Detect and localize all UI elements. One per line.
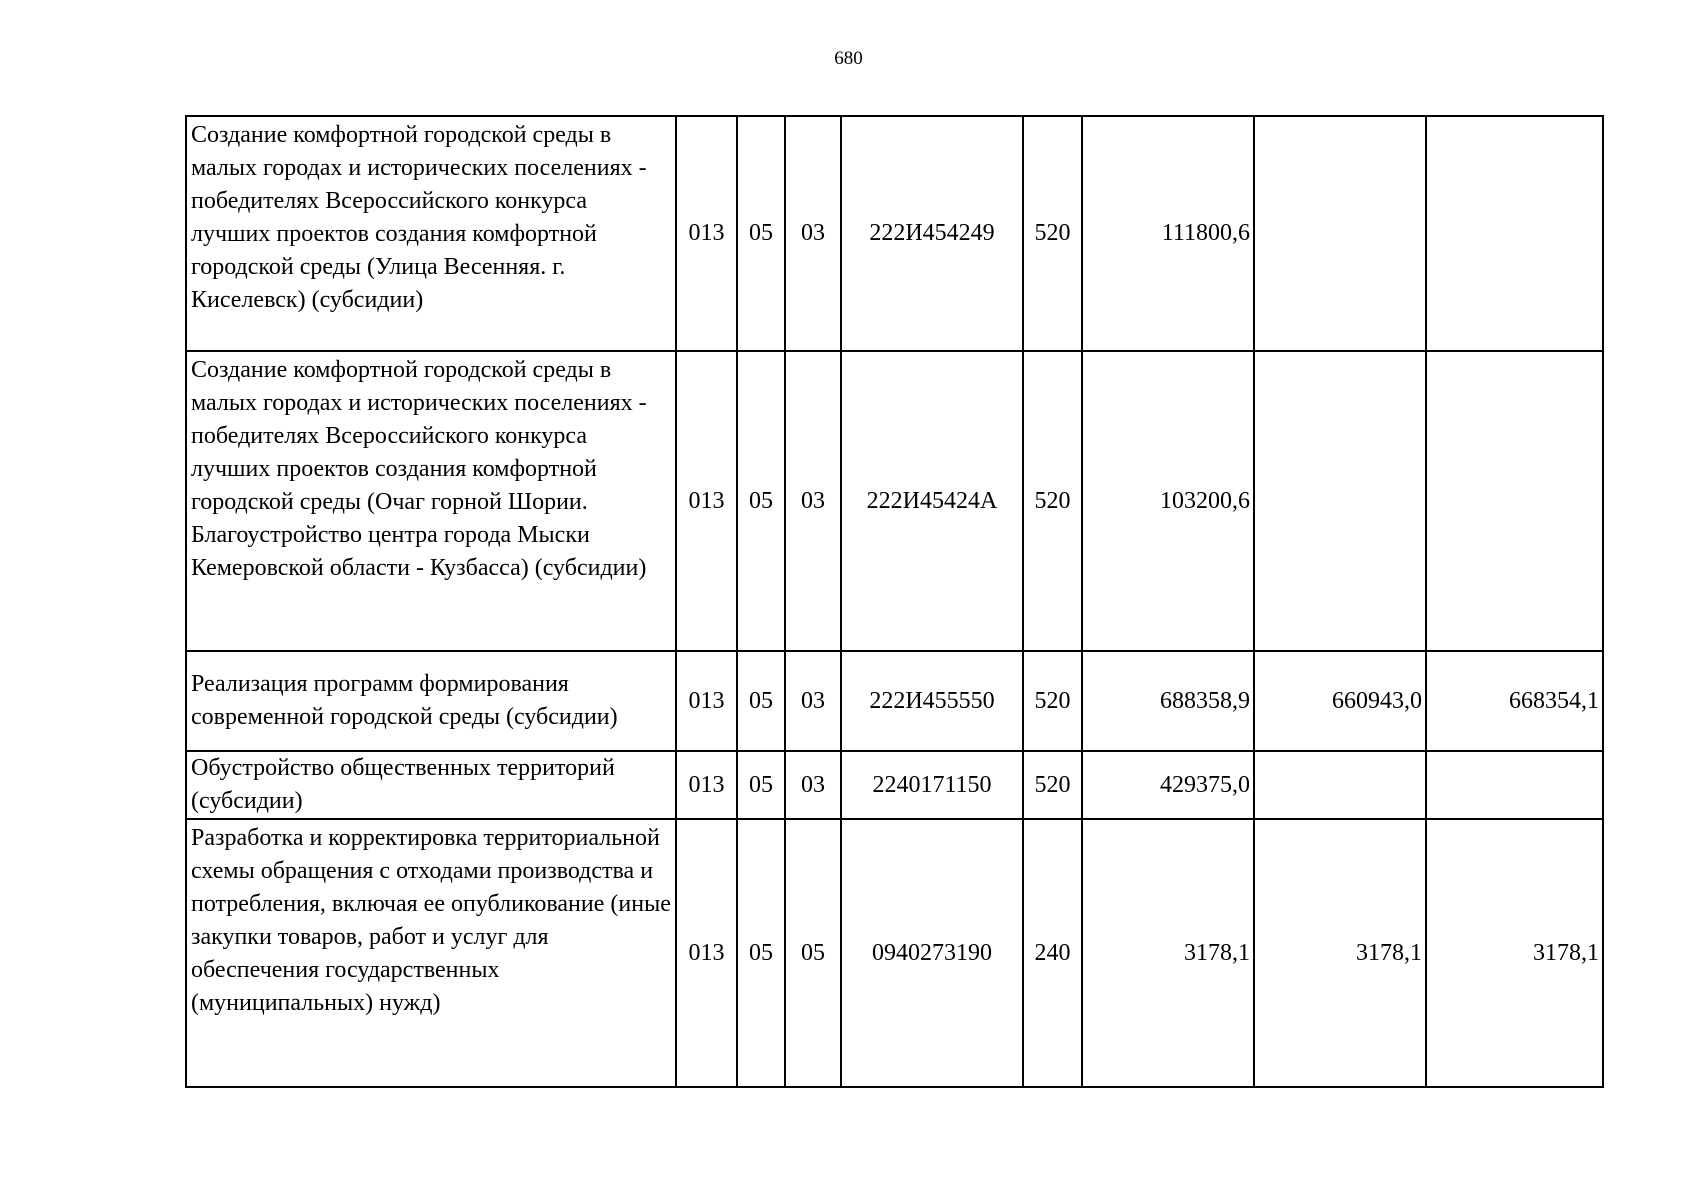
expense-type-code: 520 [1023,651,1082,751]
expense-type-code: 520 [1023,751,1082,819]
sum-year-2 [1254,351,1426,651]
table-row [186,819,1603,1087]
subsection-code: 05 [785,819,841,1087]
section-code: 05 [737,116,785,351]
budget-table [185,115,1604,1088]
sum-year-2 [1254,116,1426,351]
row-description: Разработка и корректировка территориальной схемы обращения с отходами производства и потребления, включая ее опубликование (иные закупки товаров, работ и услуг для обеспечения государственных (муниципальных) нужд) [186,819,676,1087]
target-article-code: 222И455550 [841,651,1023,751]
section-code: 05 [737,651,785,751]
ministry-code: 013 [676,819,737,1087]
subsection-code: 03 [785,116,841,351]
table-row [186,351,1603,651]
subsection-code: 03 [785,651,841,751]
subsection-code: 03 [785,751,841,819]
sum-year-3 [1426,351,1603,651]
sum-year-2: 660943,0 [1254,651,1426,751]
row-description: Создание комфортной городской среды в малых городах и исторических поселениях - победителях Всероссийского конкурса лучших проектов создания комфортной городской среды (Улица Весенняя. г. Киселевск) (субсидии) [186,116,676,351]
ministry-code: 013 [676,116,737,351]
row-description: Реализация программ формирования современной городской среды (субсидии) [186,651,676,751]
section-code: 05 [737,819,785,1087]
sum-year-1: 103200,6 [1082,351,1254,651]
sum-year-1: 429375,0 [1082,751,1254,819]
sum-year-3 [1426,751,1603,819]
table-row [186,751,1603,819]
row-description: Обустройство общественных территорий (субсидии) [186,751,676,819]
target-article-code: 0940273190 [841,819,1023,1087]
expense-type-code: 520 [1023,116,1082,351]
sum-year-2 [1254,751,1426,819]
sum-year-1: 688358,9 [1082,651,1254,751]
page-number: 680 [834,48,863,69]
table-row [186,651,1603,751]
expense-type-code: 520 [1023,351,1082,651]
sum-year-3: 668354,1 [1426,651,1603,751]
target-article-code: 222И454249 [841,116,1023,351]
sum-year-1: 111800,6 [1082,116,1254,351]
sum-year-3: 3178,1 [1426,819,1603,1087]
section-code: 05 [737,751,785,819]
subsection-code: 03 [785,351,841,651]
sum-year-3 [1426,116,1603,351]
ministry-code: 013 [676,351,737,651]
target-article-code: 2240171150 [841,751,1023,819]
row-description: Создание комфортной городской среды в малых городах и исторических поселениях - победителях Всероссийского конкурса лучших проектов создания комфортной городской среды (Очаг горной Шории. Благоустройство центра города Мыски Кемеровской области - Кузбасса) (субсидии) [186,351,676,651]
table-row [186,116,1603,351]
section-code: 05 [737,351,785,651]
expense-type-code: 240 [1023,819,1082,1087]
ministry-code: 013 [676,751,737,819]
target-article-code: 222И45424А [841,351,1023,651]
sum-year-1: 3178,1 [1082,819,1254,1087]
sum-year-2: 3178,1 [1254,819,1426,1087]
ministry-code: 013 [676,651,737,751]
